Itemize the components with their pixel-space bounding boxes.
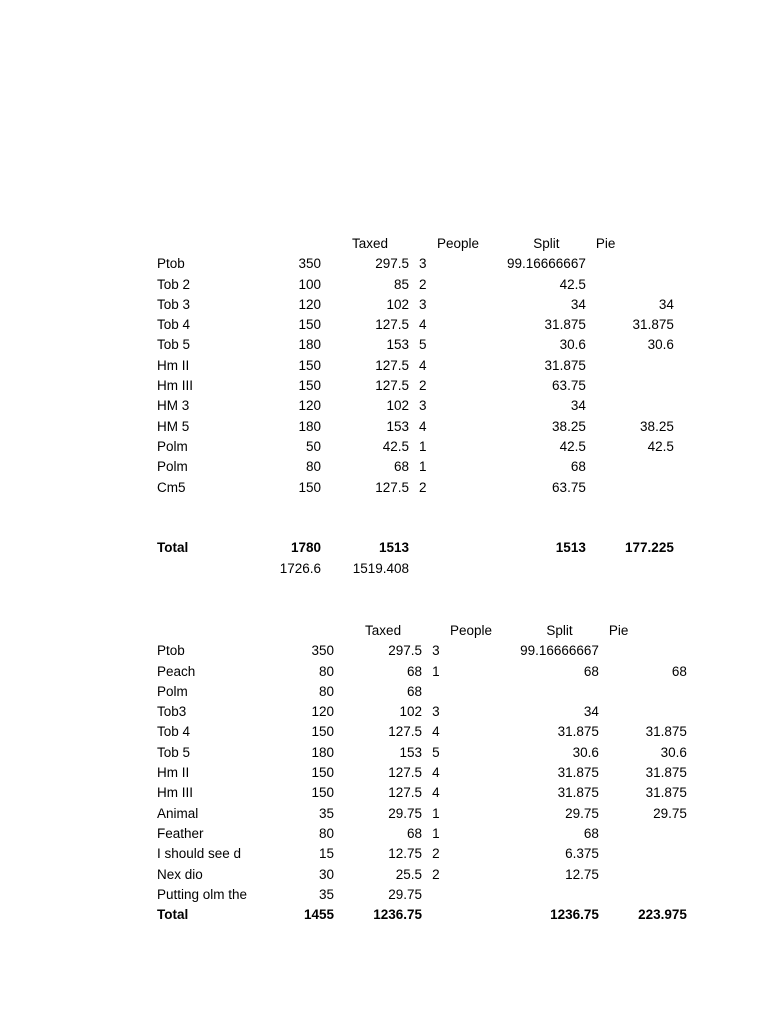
cell-pie[interactable] [591,518,679,538]
cell-pie[interactable] [604,844,692,864]
cell-split[interactable]: 29.75 [565,805,599,821]
cell-split[interactable] [502,518,591,538]
cell-people[interactable] [414,538,502,558]
total-row [152,538,679,558]
cell-price[interactable]: 1780 [290,540,321,556]
cell-pie[interactable]: 31.875 [645,724,687,740]
cell-people[interactable] [414,498,502,518]
cell-pie[interactable] [591,457,679,477]
cell-taxed[interactable]: 127.5 [388,785,423,801]
cell-pie[interactable]: 34 [658,296,674,312]
cell-taxed[interactable]: Taxed [365,623,402,638]
cell-name[interactable]: Hm III [157,378,193,394]
table-body [152,621,692,925]
pricing-table-2 [152,621,692,925]
table-row [152,844,692,864]
cell-pie[interactable] [591,356,679,376]
table-row [152,275,679,295]
cell-price[interactable]: 80 [319,683,335,699]
cell-split[interactable]: 1513 [555,540,586,556]
cell-taxed[interactable]: 127.5 [388,724,423,740]
cell-split[interactable]: 42.5 [559,438,586,454]
cell-pie[interactable]: Pie [608,623,629,638]
cell-pie[interactable]: 68 [671,663,687,679]
table-row [152,295,679,315]
cell-taxed[interactable] [326,498,414,518]
table-row [152,824,692,844]
cell-name[interactable]: Feather [157,825,204,841]
header-row [152,234,679,254]
table-row [152,783,692,803]
cell-name[interactable]: Cm5 [157,479,186,495]
cell-split[interactable]: 31.875 [544,317,586,333]
cell-name[interactable]: Tob 5 [157,337,191,353]
cell-price[interactable]: 100 [298,276,321,292]
cell-pie[interactable]: 31.875 [632,317,674,333]
cell-name[interactable]: Polm [157,438,188,454]
cell-pie[interactable] [604,702,692,722]
cell-people[interactable] [414,518,502,538]
cell-name[interactable]: Total [157,907,189,923]
table-row [152,722,692,742]
cell-taxed[interactable]: Taxed [351,236,389,251]
cell-taxed[interactable]: 29.75 [388,886,423,902]
cell-taxed[interactable]: 102 [399,704,423,720]
cell-people[interactable]: 3 [432,643,440,659]
cell-split[interactable] [515,885,604,905]
cell-name[interactable]: Tob 2 [157,276,191,292]
cell-people[interactable]: People [450,623,493,638]
cell-name[interactable]: Putting olm the [157,886,248,902]
cell-split[interactable] [502,559,591,579]
cell-taxed[interactable]: 25.5 [395,866,423,882]
cell-price[interactable]: 350 [311,643,335,659]
cell-taxed[interactable]: 153 [399,744,423,760]
cell-pie[interactable] [591,559,679,579]
cell-pie[interactable] [604,682,692,702]
cell-price[interactable]: 30 [319,866,335,882]
cell-name[interactable]: I should see d [157,846,242,862]
cell-taxed[interactable]: 127.5 [375,317,409,333]
cell-people[interactable]: 1 [419,459,427,475]
cell-name[interactable]: HM 5 [157,418,190,434]
cell-price[interactable]: 50 [305,438,321,454]
table-row [152,335,679,355]
table-row [152,457,679,477]
cell-split[interactable]: 42.5 [559,276,586,292]
table-row [152,315,679,335]
cell-price[interactable]: 35 [319,805,335,821]
cell-people[interactable]: 2 [432,866,440,882]
cell-price[interactable]: 150 [298,378,321,394]
cell-price[interactable]: 350 [298,256,321,272]
cell-split[interactable]: 34 [570,296,586,312]
cell-taxed[interactable]: 68 [407,683,423,699]
cell-people[interactable] [414,559,502,579]
cell-name[interactable]: Nex dio [157,866,203,882]
cell-people[interactable]: 3 [432,704,440,720]
cell-people[interactable]: 2 [432,846,440,862]
cell-pie[interactable] [604,885,692,905]
cell-price[interactable]: 150 [311,785,335,801]
cell-people[interactable]: 4 [432,785,440,801]
cell-pie[interactable] [591,498,679,518]
empty-row [152,518,679,538]
cell-price[interactable]: 150 [311,765,335,781]
cell-name[interactable]: Peach [157,663,196,679]
cell-price[interactable]: 80 [305,459,321,475]
cell-split[interactable]: 34 [570,398,586,414]
cell-split[interactable]: 6.375 [565,846,599,862]
extra-row [152,559,679,579]
cell-pie[interactable] [604,824,692,844]
cell-people[interactable] [427,885,515,905]
cell-people[interactable]: 4 [419,357,427,373]
table-row [152,682,692,702]
cell-pie[interactable]: 30.6 [660,744,687,760]
cell-split[interactable]: 30.6 [572,744,599,760]
cell-taxed[interactable]: 85 [393,276,409,292]
cell-pie[interactable]: 31.875 [645,765,687,781]
cell-pie[interactable] [591,254,679,274]
cell-price[interactable]: 1455 [304,907,335,923]
table-row [152,641,692,661]
cell-price[interactable]: 150 [311,724,335,740]
cell-name[interactable] [152,498,239,518]
cell-split[interactable] [502,498,591,518]
cell-taxed[interactable]: 297.5 [375,256,409,272]
cell-price[interactable] [239,234,326,254]
cell-price[interactable]: 180 [298,337,321,353]
table-row [152,763,692,783]
cell-taxed[interactable]: 127.5 [388,765,423,781]
cell-taxed[interactable]: 68 [393,459,409,475]
cell-taxed[interactable]: 29.75 [388,805,423,821]
cell-taxed[interactable]: 127.5 [375,378,409,394]
cell-split[interactable]: 1236.75 [550,907,599,923]
cell-taxed[interactable]: 297.5 [388,643,423,659]
cell-people[interactable]: 3 [419,256,427,272]
cell-pie[interactable] [591,275,679,295]
cell-name[interactable]: Ptob [157,643,185,659]
cell-people[interactable]: 1 [432,805,440,821]
cell-people[interactable]: 2 [419,479,427,495]
cell-people[interactable]: 1 [432,663,440,679]
table-row [152,254,679,274]
cell-split[interactable]: 63.75 [552,479,586,495]
table-row [152,865,692,885]
cell-name[interactable]: Total [157,540,189,556]
cell-name[interactable]: Tob 5 [157,744,191,760]
cell-name[interactable]: Hm III [157,785,193,801]
cell-split[interactable]: 31.875 [557,785,599,801]
cell-price[interactable]: 180 [298,418,321,434]
cell-pie[interactable] [591,478,679,498]
cell-people[interactable]: 3 [419,398,427,414]
cell-pie[interactable]: 31.875 [645,785,687,801]
cell-price[interactable]: 80 [319,663,335,679]
cell-name[interactable]: HM 3 [157,398,190,414]
cell-price[interactable]: 120 [298,296,321,312]
cell-pie[interactable]: 42.5 [647,438,674,454]
cell-taxed[interactable]: 127.5 [375,357,409,373]
cell-price[interactable]: 150 [298,317,321,333]
cell-price[interactable]: 35 [319,886,335,902]
table-row [152,804,692,824]
cell-split[interactable]: 99.16666667 [520,643,599,659]
cell-price[interactable]: 150 [298,357,321,373]
cell-split[interactable]: 99.16666667 [507,256,586,272]
cell-taxed[interactable]: 102 [386,296,409,312]
cell-split[interactable]: 68 [583,825,599,841]
cell-price[interactable] [239,498,326,518]
table-row [152,702,692,722]
cell-split[interactable]: 12.75 [565,866,599,882]
cell-pie[interactable]: 177.225 [625,540,674,556]
cell-name[interactable]: Polm [157,459,188,475]
cell-taxed[interactable]: 102 [386,398,409,414]
cell-people[interactable]: 4 [419,418,427,434]
cell-people[interactable]: 1 [432,825,440,841]
cell-split[interactable]: 34 [583,704,599,720]
cell-price[interactable]: 120 [298,398,321,414]
table-row [152,478,679,498]
cell-people[interactable] [427,682,515,702]
cell-price[interactable]: 180 [311,744,335,760]
total-row [152,905,692,925]
cell-pie[interactable]: 30.6 [647,337,674,353]
empty-row [152,498,679,518]
cell-price[interactable]: 1726.6 [279,560,321,576]
cell-taxed[interactable]: 1236.75 [373,907,423,923]
cell-name[interactable]: Hm II [157,357,190,373]
cell-split[interactable]: 31.875 [557,724,599,740]
cell-name[interactable]: Animal [157,805,199,821]
table-row [152,396,679,416]
cell-people[interactable]: 2 [419,276,427,292]
cell-split[interactable]: Split [546,623,573,638]
table-row [152,376,679,396]
cell-name[interactable]: Tob3 [157,704,187,720]
cell-split[interactable]: 31.875 [557,765,599,781]
pricing-table-1 [152,234,679,579]
cell-people[interactable]: People [436,236,480,251]
cell-name[interactable] [152,559,239,579]
cell-price[interactable]: 80 [319,825,335,841]
table-row [152,417,679,437]
table-row [152,437,679,457]
cell-split[interactable]: 63.75 [552,378,586,394]
cell-taxed[interactable] [326,518,414,538]
header-row [152,621,692,641]
cell-pie[interactable]: 29.75 [653,805,687,821]
cell-people[interactable]: 4 [432,765,440,781]
cell-price[interactable] [252,621,339,641]
cell-taxed[interactable]: 153 [386,418,409,434]
cell-split[interactable] [515,682,604,702]
cell-name[interactable] [152,234,239,254]
cell-price[interactable] [239,518,326,538]
cell-split[interactable]: 38.25 [552,418,586,434]
cell-people[interactable]: 4 [432,724,440,740]
cell-name[interactable]: Tob 4 [157,317,191,333]
cell-taxed[interactable]: 42.5 [382,438,409,454]
cell-people[interactable]: 4 [419,317,427,333]
cell-taxed[interactable]: 127.5 [375,479,409,495]
cell-pie[interactable] [604,865,692,885]
cell-people[interactable]: 5 [419,337,427,353]
cell-people[interactable]: 3 [419,296,427,312]
cell-taxed[interactable]: 68 [407,825,423,841]
cell-name[interactable]: Ptob [157,256,185,272]
table-body [152,234,679,579]
cell-pie[interactable] [604,641,692,661]
table-row [152,885,692,905]
cell-name[interactable]: Hm II [157,765,190,781]
table-row [152,743,692,763]
cell-taxed[interactable]: 1519.408 [352,560,409,576]
cell-pie[interactable] [591,396,679,416]
cell-price[interactable]: 120 [311,704,335,720]
table-row [152,356,679,376]
cell-taxed[interactable]: 12.75 [388,846,423,862]
cell-name[interactable]: Polm [157,683,188,699]
cell-price[interactable]: 150 [298,479,321,495]
cell-pie[interactable]: 38.25 [640,418,674,434]
cell-split[interactable]: 68 [570,459,586,475]
cell-pie[interactable] [591,376,679,396]
cell-split[interactable]: 68 [583,663,599,679]
cell-pie[interactable]: Pie [595,236,616,251]
cell-pie[interactable]: 223.975 [638,907,687,923]
cell-split[interactable]: 30.6 [559,337,586,353]
cell-people[interactable]: 1 [419,438,427,454]
cell-people[interactable] [427,905,515,925]
cell-name[interactable] [152,621,252,641]
cell-split[interactable]: Split [533,236,560,251]
cell-people[interactable]: 5 [432,744,440,760]
cell-price[interactable]: 15 [319,846,335,862]
table-row [152,662,692,682]
cell-people[interactable]: 2 [419,378,427,394]
cell-name[interactable] [152,518,239,538]
cell-taxed[interactable]: 68 [407,663,423,679]
cell-name[interactable]: Tob 3 [157,296,191,312]
cell-split[interactable]: 31.875 [544,357,586,373]
cell-taxed[interactable]: 153 [386,337,409,353]
cell-name[interactable]: Tob 4 [157,724,191,740]
cell-taxed[interactable]: 1513 [378,540,409,556]
